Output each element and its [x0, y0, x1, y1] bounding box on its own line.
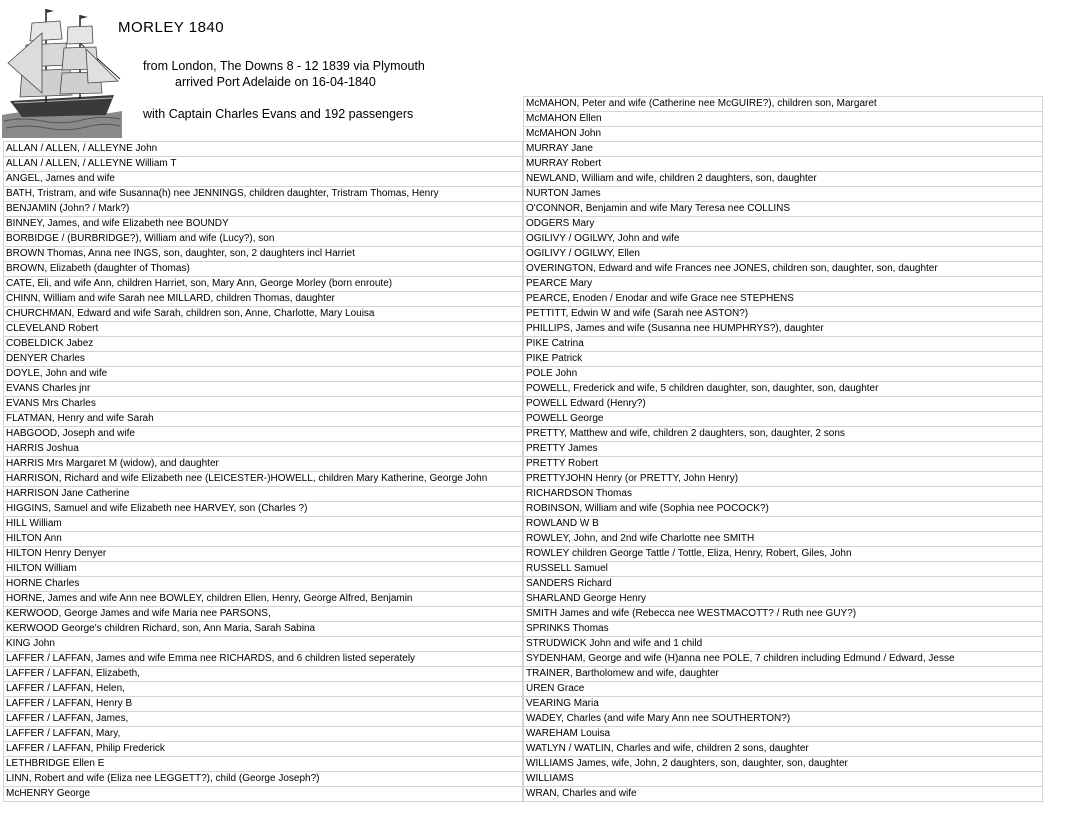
- passenger-entry: LINN, Robert and wife (Eliza nee LEGGETT?), child (George Joseph?): [4, 772, 523, 787]
- passenger-row: [524, 532, 1043, 547]
- passenger-row: [524, 442, 1043, 457]
- passenger-entry: PEARCE, Enoden / Enodar and wife Grace nee STEPHENS: [524, 292, 1043, 307]
- passenger-row: [524, 427, 1043, 442]
- passenger-row: [4, 742, 523, 757]
- passenger-row: [4, 187, 523, 202]
- passenger-entry: NURTON James: [524, 187, 1043, 202]
- passenger-row: [524, 157, 1043, 172]
- passenger-row: [4, 322, 523, 337]
- passenger-row: [4, 382, 523, 397]
- passenger-row: [524, 382, 1043, 397]
- passenger-entry: CATE, Eli, and wife Ann, children Harriet, son, Mary Ann, George Morley (born enroute): [4, 277, 523, 292]
- passenger-entry: ROWLEY, John, and 2nd wife Charlotte nee SMITH: [524, 532, 1043, 547]
- passenger-row: [524, 757, 1043, 772]
- passenger-row: [524, 127, 1043, 142]
- passenger-entry: HILTON Henry Denyer: [4, 547, 523, 562]
- passenger-row: [524, 592, 1043, 607]
- passenger-row: [4, 562, 523, 577]
- passenger-row: [4, 247, 523, 262]
- passenger-row: [4, 652, 523, 667]
- passenger-entry: WRAN, Charles and wife: [524, 787, 1043, 802]
- passenger-row: [524, 652, 1043, 667]
- voyage-route: from London, The Downs 8 - 12 1839 via Plymouth: [143, 59, 425, 73]
- arrival-info: arrived Port Adelaide on 16-04-1840: [175, 75, 376, 89]
- captain-info: with Captain Charles Evans and 192 passengers: [143, 107, 414, 121]
- passenger-row: [524, 352, 1043, 367]
- passenger-entry: McMAHON, Peter and wife (Catherine nee McGUIRE?), children son, Margaret: [524, 97, 1043, 112]
- passenger-row: [524, 727, 1043, 742]
- passenger-entry: LAFFER / LAFFAN, Philip Frederick: [4, 742, 523, 757]
- passenger-row: [524, 697, 1043, 712]
- passenger-entry: SMITH James and wife (Rebecca nee WESTMACOTT? / Ruth nee GUY?): [524, 607, 1043, 622]
- passenger-entry: WADEY, Charles (and wife Mary Ann nee SOUTHERTON?): [524, 712, 1043, 727]
- passenger-entry: KING John: [4, 637, 523, 652]
- passenger-entry: PIKE Patrick: [524, 352, 1043, 367]
- passenger-entry: VEARING Maria: [524, 697, 1043, 712]
- passenger-row: [524, 607, 1043, 622]
- passenger-entry: LAFFER / LAFFAN, James and wife Emma nee RICHARDS, and 6 children listed seperately: [4, 652, 523, 667]
- passenger-row: [524, 112, 1043, 127]
- passenger-entry: POWELL George: [524, 412, 1043, 427]
- passenger-entry: NEWLAND, William and wife, children 2 daughters, son, daughter: [524, 172, 1043, 187]
- passenger-row: [524, 517, 1043, 532]
- passenger-entry: MURRAY Jane: [524, 142, 1043, 157]
- passenger-row: [4, 277, 523, 292]
- passenger-entry: HABGOOD, Joseph and wife: [4, 427, 523, 442]
- passenger-row: [4, 292, 523, 307]
- passenger-row: [4, 577, 523, 592]
- passenger-row: [524, 172, 1043, 187]
- passenger-row: [4, 172, 523, 187]
- passenger-entry: LAFFER / LAFFAN, Elizabeth,: [4, 667, 523, 682]
- passenger-entry: WILLIAMS: [524, 772, 1043, 787]
- passenger-row: [524, 277, 1043, 292]
- passenger-entry: RICHARDSON Thomas: [524, 487, 1043, 502]
- passenger-entry: COBELDICK Jabez: [4, 337, 523, 352]
- passenger-row: [4, 727, 523, 742]
- passenger-entry: McHENRY George: [4, 787, 523, 802]
- passenger-entry: KERWOOD, George James and wife Maria nee PARSONS,: [4, 607, 523, 622]
- ship-illustration: [2, 3, 122, 138]
- passenger-entry: ROWLAND W B: [524, 517, 1043, 532]
- passenger-row: [524, 292, 1043, 307]
- passenger-row: [524, 262, 1043, 277]
- passenger-row: [524, 622, 1043, 637]
- passenger-entry: BORBIDGE / (BURBRIDGE?), William and wife (Lucy?), son: [4, 232, 523, 247]
- passenger-row: [4, 307, 523, 322]
- passenger-row: [4, 787, 523, 802]
- passenger-row: [524, 202, 1043, 217]
- passenger-row: [524, 682, 1043, 697]
- passenger-row: [524, 397, 1043, 412]
- passenger-row: [524, 457, 1043, 472]
- passenger-row: [4, 697, 523, 712]
- passenger-row: [524, 232, 1043, 247]
- passenger-row: [4, 607, 523, 622]
- passenger-row: [524, 322, 1043, 337]
- passenger-entry: LAFFER / LAFFAN, Mary,: [4, 727, 523, 742]
- passenger-entry: WAREHAM Louisa: [524, 727, 1043, 742]
- ship-title: MORLEY 1840: [118, 19, 225, 36]
- passenger-entry: HARRIS Mrs Margaret M (widow), and daughter: [4, 457, 523, 472]
- passenger-entry: CLEVELAND Robert: [4, 322, 523, 337]
- passenger-entry: BINNEY, James, and wife Elizabeth nee BOUNDY: [4, 217, 523, 232]
- passenger-row: [4, 232, 523, 247]
- passenger-entry: HILL William: [4, 517, 523, 532]
- passenger-entry: SHARLAND George Henry: [524, 592, 1043, 607]
- passenger-entry: ROWLEY children George Tattle / Tottle, Eliza, Henry, Robert, Giles, John: [524, 547, 1043, 562]
- passenger-entry: PRETTYJOHN Henry (or PRETTY, John Henry): [524, 472, 1043, 487]
- passenger-entry: HILTON Ann: [4, 532, 523, 547]
- passenger-row: [4, 487, 523, 502]
- passenger-entry: WILLIAMS James, wife, John, 2 daughters, son, daughter, son, daughter: [524, 757, 1043, 772]
- passenger-entry: EVANS Charles jnr: [4, 382, 523, 397]
- passenger-row: [4, 367, 523, 382]
- passenger-entry: ODGERS Mary: [524, 217, 1043, 232]
- passenger-row: [4, 547, 523, 562]
- passenger-row: [524, 247, 1043, 262]
- passenger-entry: PRETTY Robert: [524, 457, 1043, 472]
- passenger-entry: BATH, Tristram, and wife Susanna(h) nee JENNINGS, children daughter, Tristram Thomas, Henry: [4, 187, 523, 202]
- passenger-row: [524, 637, 1043, 652]
- passenger-entry: HORNE, James and wife Ann nee BOWLEY, children Ellen, Henry, George Alfred, Benjamin: [4, 592, 523, 607]
- passenger-row: [524, 187, 1043, 202]
- passenger-entry: LAFFER / LAFFAN, James,: [4, 712, 523, 727]
- passenger-row: [524, 97, 1043, 112]
- passenger-row: [4, 667, 523, 682]
- passenger-entry: HIGGINS, Samuel and wife Elizabeth nee HARVEY, son (Charles ?): [4, 502, 523, 517]
- passenger-entry: TRAINER, Bartholomew and wife, daughter: [524, 667, 1043, 682]
- passenger-row: [4, 502, 523, 517]
- passenger-entry: WATLYN / WATLIN, Charles and wife, children 2 sons, daughter: [524, 742, 1043, 757]
- passenger-entry: BENJAMIN (John? / Mark?): [4, 202, 523, 217]
- passenger-row: [524, 667, 1043, 682]
- passenger-row: [524, 337, 1043, 352]
- passenger-entry: LAFFER / LAFFAN, Helen,: [4, 682, 523, 697]
- passenger-row: [4, 262, 523, 277]
- passenger-entry: HARRIS Joshua: [4, 442, 523, 457]
- passenger-row: [524, 502, 1043, 517]
- passenger-entry: DENYER Charles: [4, 352, 523, 367]
- passenger-entry: McMAHON Ellen: [524, 112, 1043, 127]
- passenger-entry: SPRINKS Thomas: [524, 622, 1043, 637]
- passenger-entry: DOYLE, John and wife: [4, 367, 523, 382]
- passenger-entry: ANGEL, James and wife: [4, 172, 523, 187]
- passenger-entry: KERWOOD George's children Richard, son, Ann Maria, Sarah Sabina: [4, 622, 523, 637]
- passenger-list-right: [523, 96, 1043, 802]
- passenger-row: [524, 487, 1043, 502]
- passenger-row: [524, 217, 1043, 232]
- passenger-list-left: [3, 141, 523, 802]
- passenger-entry: PETTITT, Edwin W and wife (Sarah nee ASTON?): [524, 307, 1043, 322]
- passenger-entry: ALLAN / ALLEN, / ALLEYNE William T: [4, 157, 523, 172]
- passenger-row: [524, 367, 1043, 382]
- passenger-row: [4, 142, 523, 157]
- passenger-row: [524, 307, 1043, 322]
- passenger-entry: PHILLIPS, James and wife (Susanna nee HUMPHRYS?), daughter: [524, 322, 1043, 337]
- passenger-row: [524, 712, 1043, 727]
- passenger-row: [4, 442, 523, 457]
- passenger-entry: MURRAY Robert: [524, 157, 1043, 172]
- passenger-entry: SANDERS Richard: [524, 577, 1043, 592]
- passenger-entry: CHURCHMAN, Edward and wife Sarah, children son, Anne, Charlotte, Mary Louisa: [4, 307, 523, 322]
- passenger-entry: PIKE Catrina: [524, 337, 1043, 352]
- passenger-entry: POWELL, Frederick and wife, 5 children daughter, son, daughter, son, daughter: [524, 382, 1043, 397]
- passenger-row: [524, 577, 1043, 592]
- passenger-entry: EVANS Mrs Charles: [4, 397, 523, 412]
- passenger-row: [4, 772, 523, 787]
- passenger-entry: SYDENHAM, George and wife (H)anna nee POLE, 7 children including Edmund / Edward, Jesse: [524, 652, 1043, 667]
- passenger-entry: BROWN Thomas, Anna nee INGS, son, daughter, son, 2 daughters incl Harriet: [4, 247, 523, 262]
- passenger-entry: McMAHON John: [524, 127, 1043, 142]
- passenger-row: [524, 472, 1043, 487]
- passenger-entry: OGILIVY / OGILWY, John and wife: [524, 232, 1043, 247]
- passenger-row: [4, 592, 523, 607]
- passenger-row: [4, 157, 523, 172]
- passenger-entry: BROWN, Elizabeth (daughter of Thomas): [4, 262, 523, 277]
- passenger-row: [524, 562, 1043, 577]
- passenger-row: [4, 712, 523, 727]
- passenger-entry: O'CONNOR, Benjamin and wife Mary Teresa nee COLLINS: [524, 202, 1043, 217]
- passenger-row: [4, 472, 523, 487]
- passenger-row: [4, 532, 523, 547]
- passenger-row: [4, 412, 523, 427]
- passenger-entry: PRETTY James: [524, 442, 1043, 457]
- passenger-entry: RUSSELL Samuel: [524, 562, 1043, 577]
- passenger-entry: ROBINSON, William and wife (Sophia nee POCOCK?): [524, 502, 1043, 517]
- passenger-entry: HORNE Charles: [4, 577, 523, 592]
- passenger-row: [524, 772, 1043, 787]
- passenger-entry: LETHBRIDGE Ellen E: [4, 757, 523, 772]
- passenger-row: [4, 457, 523, 472]
- passenger-entry: POLE John: [524, 367, 1043, 382]
- passenger-row: [4, 202, 523, 217]
- passenger-entry: HILTON William: [4, 562, 523, 577]
- passenger-row: [4, 757, 523, 772]
- passenger-entry: CHINN, William and wife Sarah nee MILLARD, children Thomas, daughter: [4, 292, 523, 307]
- passenger-entry: OGILIVY / OGILWY, Ellen: [524, 247, 1043, 262]
- passenger-entry: STRUDWICK John and wife and 1 child: [524, 637, 1043, 652]
- passenger-row: [524, 742, 1043, 757]
- passenger-entry: HARRISON, Richard and wife Elizabeth nee (LEICESTER-)HOWELL, children Mary Katherine, George John: [4, 472, 523, 487]
- passenger-row: [4, 217, 523, 232]
- passenger-row: [524, 142, 1043, 157]
- passenger-row: [4, 637, 523, 652]
- passenger-entry: LAFFER / LAFFAN, Henry B: [4, 697, 523, 712]
- passenger-row: [4, 337, 523, 352]
- passenger-row: [524, 547, 1043, 562]
- passenger-entry: FLATMAN, Henry and wife Sarah: [4, 412, 523, 427]
- passenger-entry: PRETTY, Matthew and wife, children 2 daughters, son, daughter, 2 sons: [524, 427, 1043, 442]
- passenger-entry: POWELL Edward (Henry?): [524, 397, 1043, 412]
- passenger-entry: UREN Grace: [524, 682, 1043, 697]
- passenger-row: [4, 427, 523, 442]
- passenger-row: [4, 682, 523, 697]
- passenger-row: [524, 412, 1043, 427]
- passenger-entry: HARRISON Jane Catherine: [4, 487, 523, 502]
- passenger-row: [4, 517, 523, 532]
- passenger-row: [524, 787, 1043, 802]
- passenger-entry: OVERINGTON, Edward and wife Frances nee JONES, children son, daughter, son, daughter: [524, 262, 1043, 277]
- passenger-entry: PEARCE Mary: [524, 277, 1043, 292]
- passenger-row: [4, 622, 523, 637]
- passenger-row: [4, 397, 523, 412]
- passenger-entry: ALLAN / ALLEN, / ALLEYNE John: [4, 142, 523, 157]
- passenger-row: [4, 352, 523, 367]
